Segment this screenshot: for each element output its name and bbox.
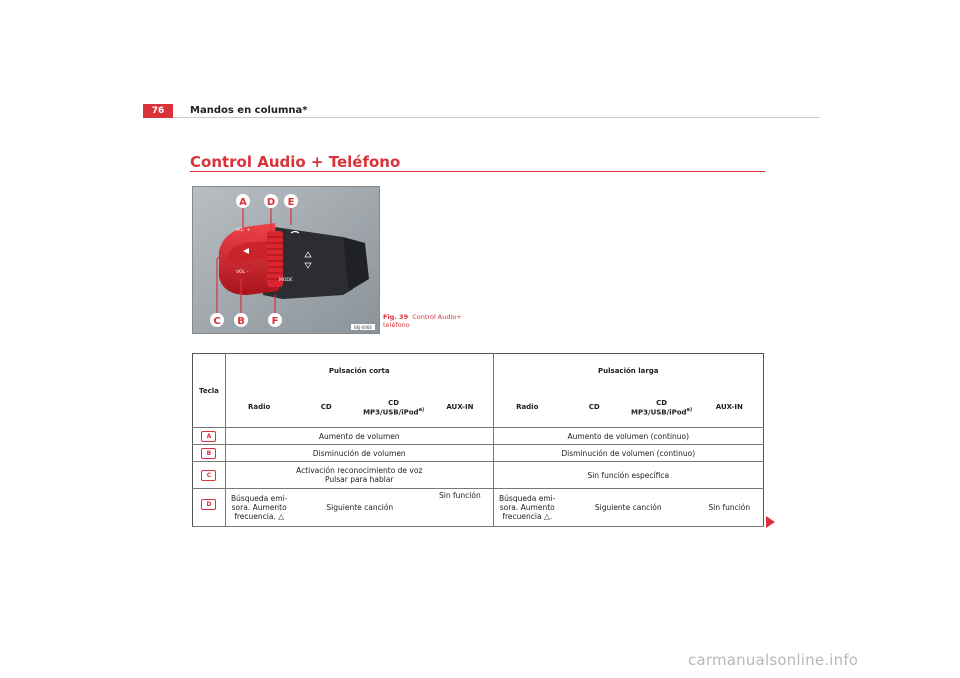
- key-badge-a: A: [201, 431, 216, 442]
- section-title: Control Audio + Teléfono: [190, 153, 401, 171]
- warning-triangle-icon: △: [543, 512, 550, 521]
- table-row: [193, 489, 764, 527]
- chapter-title: Mandos en columna*: [190, 105, 308, 116]
- header-rule: [173, 117, 820, 118]
- col-cd-long: CD: [561, 388, 628, 428]
- vol-plus-label: VOL +: [236, 228, 251, 233]
- table-row: [193, 462, 764, 489]
- figure-caption-number: Fig. 39: [383, 313, 409, 321]
- mode-label: MODE: [279, 278, 293, 283]
- figure-caption: [383, 313, 473, 329]
- row-a-short: Aumento de volumen: [225, 428, 493, 445]
- watermark: carmanualsonline.info: [688, 651, 859, 669]
- key-badge-b: B: [201, 448, 216, 459]
- row-d-long-radio: Búsqueda emi- sora. Aumento frecuencia △.: [493, 489, 561, 527]
- col-radio-short: Radio: [225, 388, 292, 428]
- key-badge-c: C: [201, 470, 216, 481]
- col-aux-long: AUX-IN: [696, 388, 764, 428]
- next-page-arrow-icon[interactable]: [766, 516, 775, 528]
- page-number: 76: [151, 106, 165, 116]
- label-d: D: [266, 197, 276, 208]
- label-b: B: [237, 316, 245, 327]
- label-e: E: [287, 197, 295, 208]
- figure-code: B6J-0066: [354, 325, 372, 330]
- key-header: Tecla: [193, 354, 226, 428]
- row-b-long: Disminución de volumen (continuo): [493, 445, 763, 462]
- function-table: [192, 353, 764, 527]
- table-row: [193, 428, 764, 445]
- table-row: [193, 445, 764, 462]
- col-cdmp3-short: CD MP3/USB/iPod$^{a)}$: [360, 388, 427, 428]
- row-b-short: Disminución de volumen: [225, 445, 493, 462]
- col-cdmp3-long: CD MP3/USB/iPod$^{a)}$: [628, 388, 696, 428]
- vol-minus-label: VOL –: [236, 270, 249, 275]
- row-d-long-aux: Sin función: [696, 489, 764, 527]
- label-f: F: [271, 316, 279, 327]
- row-c-long: Sin función específica: [493, 462, 763, 489]
- row-d-long-cd: Siguiente canción: [561, 489, 696, 527]
- row-d-short-radio: Búsqueda emi- sora. Aumento frecuencia. △: [225, 489, 292, 527]
- row-c-short: Activación reconocimiento de voz Pulsar para hablar: [225, 462, 493, 489]
- long-press-header: Pulsación larga: [493, 354, 763, 388]
- label-c: C: [213, 316, 221, 327]
- col-radio-long: Radio: [493, 388, 561, 428]
- col-aux-short: AUX-IN: [427, 388, 493, 428]
- figure-caption-text: Control Audio+ teléfono: [383, 313, 462, 329]
- steering-stalk-illustration: [193, 187, 379, 333]
- figure-stalk-photo: [192, 186, 380, 334]
- label-a: A: [239, 197, 247, 208]
- row-d-short-aux: Sin función: [427, 489, 493, 527]
- col-cd-short: CD: [292, 388, 360, 428]
- row-d-short-cd: Siguiente canción: [292, 489, 427, 527]
- section-rule: [190, 171, 765, 172]
- row-a-long: Aumento de volumen (continuo): [493, 428, 763, 445]
- short-press-header: Pulsación corta: [225, 354, 493, 388]
- warning-triangle-icon: △: [278, 512, 285, 521]
- key-badge-d: D: [201, 499, 216, 510]
